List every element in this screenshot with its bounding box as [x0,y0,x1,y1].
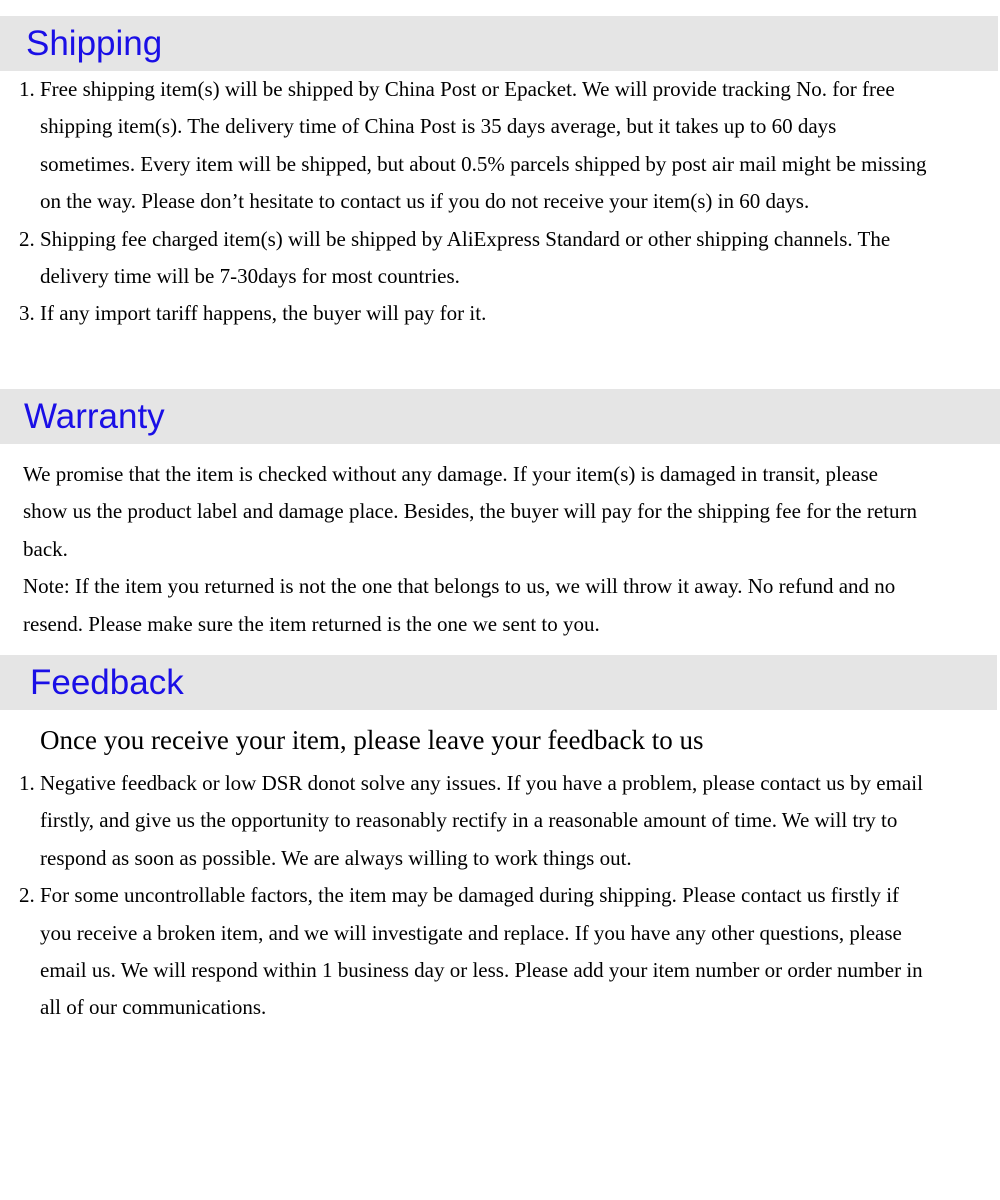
shipping-list [0,71,935,333]
list-number: 1. [19,77,35,101]
list-item-text: Shipping fee charged item(s) will be shipped by AliExpress Standard or other shipping channels. The delivery time will be 7-30days for most countries. [40,226,891,289]
list-item-text: For some uncontrollable factors, the item may be damaged during shipping. Please contact us firstly if you receive a broken item, and we will investigate and replace. If you have any other questions, please email us. We will respond within 1 business day or less. Please add your item number or order number in all of our communications. [40,883,923,1020]
list-item-text: Free shipping item(s) will be shipped by China Post or Epacket. We will provide tracking No. for free shipping item(s). The delivery time of China Post is 35 days average, but it takes up to 60 days sometimes. Every item will be shipped, but about 0.5% parcels shipped by post air mail might be missing on the way. Please don’t hesitate to contact us if you do not receive your item(s) in 60 days. [40,77,927,214]
feedback-title: Feedback [30,663,184,702]
feedback-list [0,765,935,1027]
warranty-body [23,456,918,643]
list-item [0,71,935,221]
shipping-title: Shipping [26,24,163,63]
warranty-note: Note: If the item you returned is not the one that belongs to us, we will throw it away. No refund and no resend. Please make sure the item returned is the one we sent to you. [23,574,896,636]
warranty-title: Warranty [24,397,165,436]
warranty-header [0,389,1000,444]
list-item [0,877,935,1027]
warranty-paragraph: We promise that the item is checked without any damage. If your item(s) is damaged in transit, please show us the product label and damage place. Besides, the buyer will pay for the shipping fee for the return back. [23,462,917,561]
feedback-subtitle: Once you receive your item, please leave your feedback to us [40,725,704,755]
list-item-text: Negative feedback or low DSR donot solve any issues. If you have a problem, please contact us by email firstly, and give us the opportunity to reasonably rectify in a reasonable amount of time. We will try to respond as soon as possible. We are always willing to work things out. [40,771,923,870]
feedback-header [0,655,997,710]
list-item-text: If any import tariff happens, the buyer will pay for it. [40,301,487,326]
list-number: 2. [19,883,35,908]
list-number: 3. [19,301,35,326]
list-item [0,765,935,877]
shipping-header [0,16,998,71]
list-number: 2. [19,226,35,251]
list-item [0,221,935,296]
list-item [0,295,935,332]
list-number: 1. [19,771,35,795]
